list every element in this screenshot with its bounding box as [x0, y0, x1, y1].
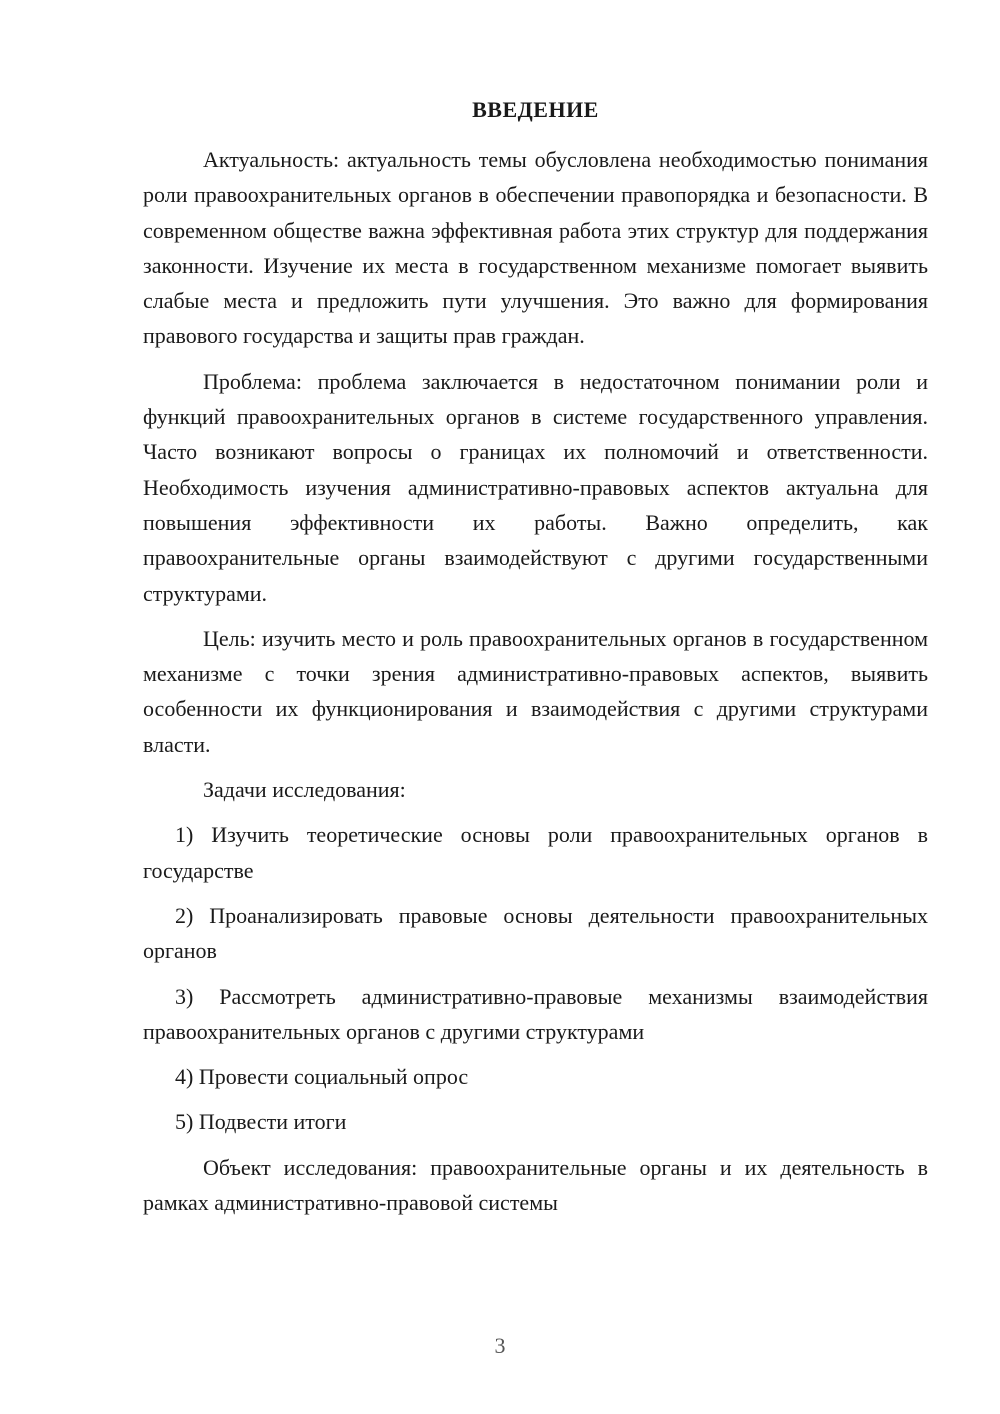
task-item: 4) Провести социальный опрос: [175, 1064, 469, 1090]
goal-paragraph: Цель: изучить место и роль правоохранительных органов в государственном механизме с точки зрения административно-правовых аспектов, выявить особенности их функционирования и взаимодействия с другими структурами власти.: [143, 625, 928, 757]
page-number: 3: [494, 1333, 506, 1358]
page-title: ВВЕДЕНИЕ: [472, 97, 599, 122]
tasks-heading: Задачи исследования:: [203, 777, 406, 803]
task-item: 5) Подвести итоги: [175, 1109, 347, 1135]
task-item: 3) Рассмотреть административно-правовые механизмы взаимодействия правоохранительных органов с другими структурами: [143, 983, 928, 1044]
problem-paragraph: Проблема: проблема заключается в недостаточном понимании роли и функций правоохранительных органов в системе государственного управления. Часто возникают вопросы о границах их полномочий и ответственности. Необходимость изучения административно-правовых аспектов актуальна для повышения эффективности их работы. Важно определить, как правоохранительные органы взаимодействуют с другими государственными структурами.: [143, 368, 928, 606]
task-item: 1) Изучить теоретические основы роли правоохранительных органов в государстве: [143, 822, 928, 883]
document-page: [143, 94, 928, 1230]
task-item: 2) Проанализировать правовые основы деятельности правоохранительных органов: [143, 902, 928, 964]
object-paragraph: Объект исследования: правоохранительные органы и их деятельность в рамках административно-правовой системы: [143, 1154, 928, 1216]
relevance-paragraph: Актуальность: актуальность темы обусловлена необходимостью понимания роли правоохранительных органов в обеспечении правопорядка и безопасности. В современном обществе важна эффективная работа этих структур для поддержания законности. Изучение их места в государственном механизме помогает выявить слабые места и предложить пути улучшения. Это важно для формирования правового государства и защиты прав граждан.: [143, 147, 928, 349]
